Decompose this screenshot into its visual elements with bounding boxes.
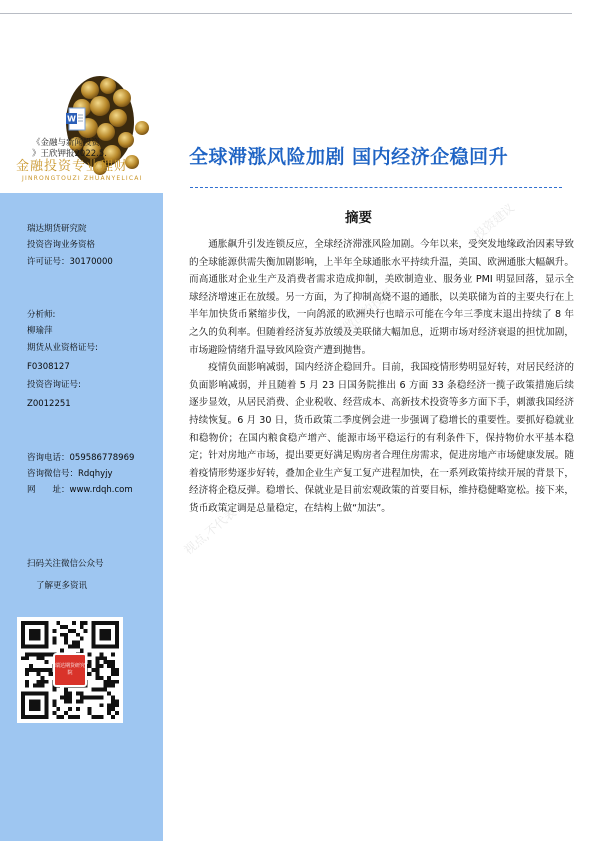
invest-cert-label: 投资咨询证号:: [27, 380, 81, 390]
qualification: 投资咨询业务资格: [27, 240, 96, 250]
abstract-heading: 摘要: [345, 210, 372, 226]
svg-text:W: W: [67, 114, 76, 124]
analyst-name: 柳瑜萍: [27, 326, 53, 336]
wechat-qr-code[interactable]: [17, 617, 123, 723]
watermark: 视点,不代表: [181, 505, 240, 558]
analyst-label: 分析师:: [27, 310, 56, 320]
abstract-body: [189, 236, 574, 518]
report-file-title: 《金融与新闻投资 》王欣钾报2022.5.: [32, 138, 107, 159]
institute-name: 瑞达期货研究院: [27, 224, 87, 234]
futures-cert-number: F0308127: [27, 362, 70, 372]
qr-center-logo: 瑞达期货研究院: [53, 653, 87, 687]
word-document-icon: [66, 107, 86, 131]
abstract-paragraph-1: 通胀飙升引发连锁反应，全球经济滞涨风险加剧。今年以来，受突发地缘政治因素导致的全球能源供需失衡加剧影响，上半年全球通胀水平持续升温，美国、欧洲通胀大幅飙升。而高通胀对企业生产及消费者需求造成抑制，美欧制造业、服务业 PMI 明显回落，显示全球经济增速正在放缓。另一方面，为了抑制高烧不退的通胀，以美联储为首的主要央行在上半年加快货币紧缩步伐，一向鸽派的欧洲央行也暗示可能在今年三季度末退出持续了 8 年之久的负利率。但随着经济复苏放缓及美联储大幅加息，近期市场对经济衰退的担忧加剧，市场避险情绪升温导致风险资产遭到抛售。: [189, 239, 574, 356]
abstract-paragraph-2: 疫情负面影响减弱，国内经济企稳回升。目前，我国疫情形势明显好转，对居民经济的负面影响减弱，并且随着 5 月 23 日国务院推出 6 方面 33 条稳经济一揽子政策措施后续逐步显效，从居民消费、企业税收、经营成本、高新技术投资等多方面下手，刺激我国经济持续恢复。6 月 30 日，货币政策二季度例会进一步强调了稳增长的重要性。要抓好稳就业和稳物价；在国内粮食稳产增产、能源市场平稳运行的有利条件下，保持物价水平基本稳定；针对房地产市场，提出要更好满足购房者合理住房需求，促进房地产市场健康发展。随着疫情形势逐步好转，叠加企业生产复工复产进程加快，在一系列政策持续开展的背景下，经济将企稳反弹。稳增长、保就业是目前宏观政策的首要目标，维持稳健略宽松。接下来，货币政策定调是总量稳定，在结构上做“加法”。: [189, 362, 574, 514]
futures-cert-label: 期货从业资格证号:: [27, 343, 98, 353]
contact-wechat: 咨询微信号：Rdqhyjy: [27, 469, 113, 479]
invest-cert-number: Z0012251: [27, 399, 71, 409]
watermark: 投资建议: [471, 200, 518, 243]
watermark: 所做出的投资: [331, 285, 396, 343]
qr-subcaption: 了解更多资讯: [36, 581, 88, 591]
contact-phone: 咨询电话：059586778969: [27, 453, 135, 463]
page-title: 全球滞涨风险加剧 国内经济企稳回升: [189, 146, 509, 168]
slogan: 金融投资专业理财: [16, 159, 129, 174]
title-divider: [190, 187, 562, 188]
qr-caption: 扫码关注微信公众号: [27, 559, 104, 569]
license-number: 许可证号：30170000: [27, 257, 113, 267]
slogan-pinyin: JINRONGTOUZI ZHUANYELICAI: [22, 175, 143, 182]
top-rule: [0, 13, 572, 14]
website-link[interactable]: 网 址：www.rdqh.com: [27, 485, 133, 495]
sidebar: [0, 193, 163, 841]
